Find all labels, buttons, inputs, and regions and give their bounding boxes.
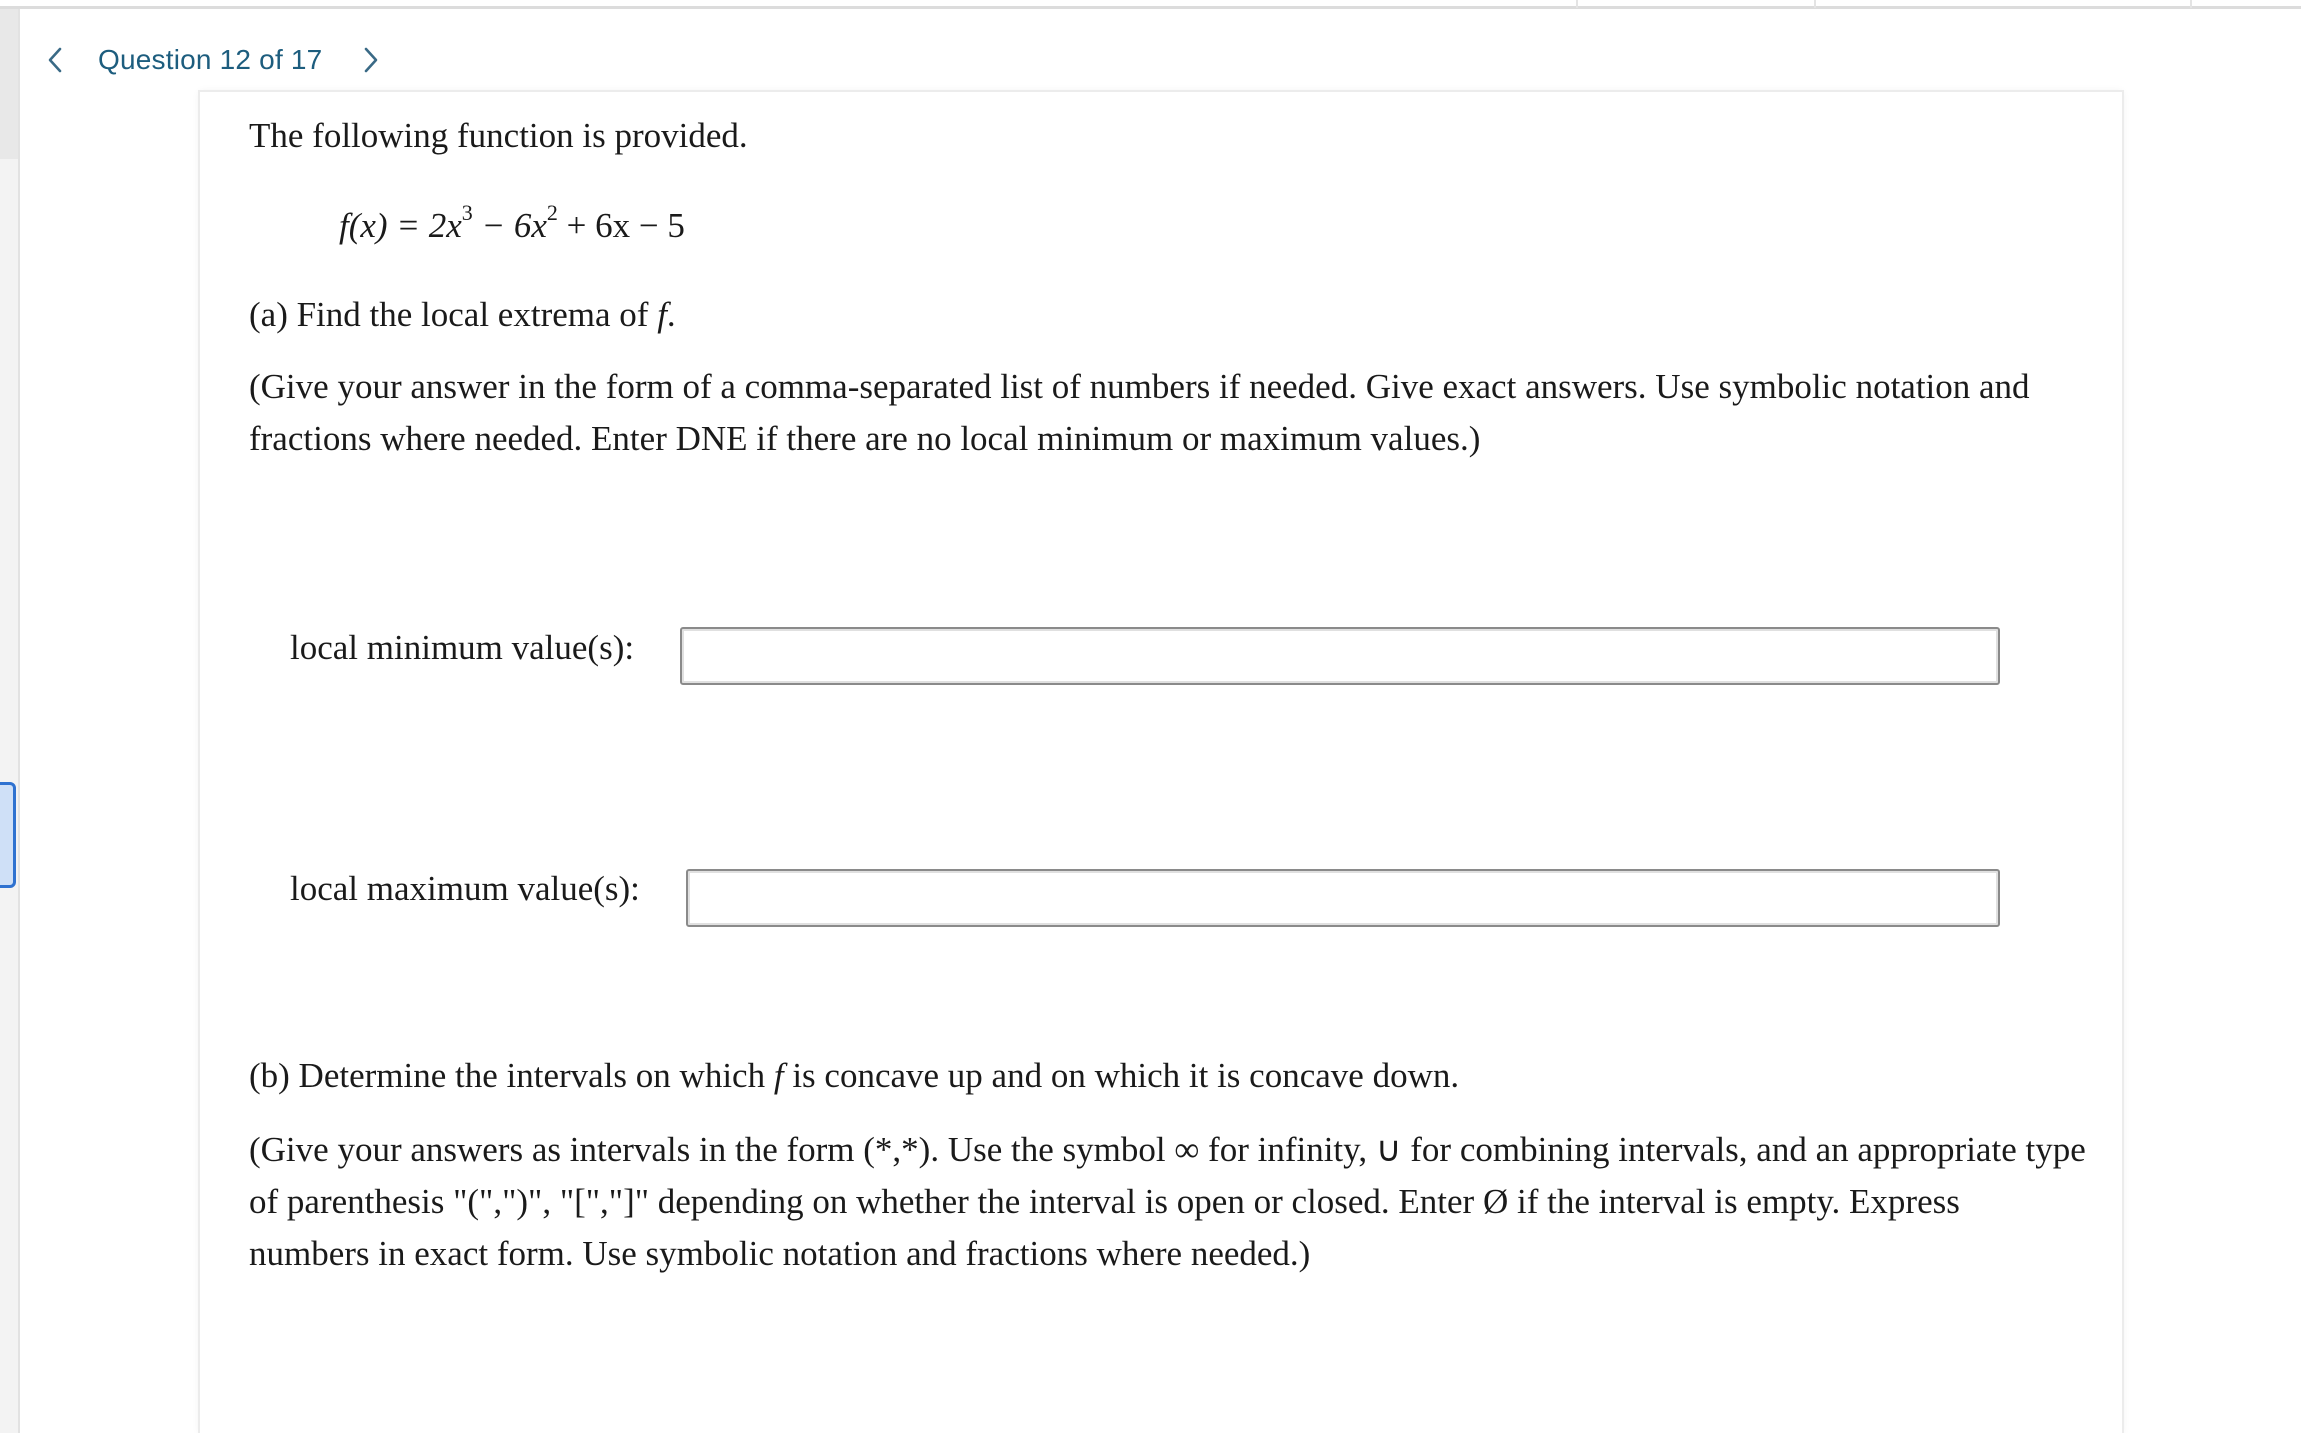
- part-a-prompt-prefix: (a) Find the local extrema of: [249, 295, 658, 334]
- local-minimum-label: local minimum value(s):: [290, 628, 635, 667]
- part-a-instructions: (Give your answer in the form of a comma-separated list of numbers if needed. Give exact answers. Use symbolic notation and fractions where needed. Enter DNE if there are no local minimum or maximum values.): [249, 367, 2030, 458]
- part-b-prompt: [249, 1050, 1459, 1102]
- side-panel-tab[interactable]: [0, 782, 16, 888]
- local-maximum-label: local maximum value(s):: [290, 869, 640, 908]
- next-question-button[interactable]: [354, 40, 388, 80]
- question-intro: The following function is provided.: [249, 116, 748, 155]
- top-divider-tick: [1814, 0, 1816, 8]
- part-a-prompt-var: f: [657, 295, 667, 334]
- question-navigation: [38, 40, 388, 80]
- part-b-prompt-prefix: (b) Determine the intervals on which: [249, 1056, 774, 1095]
- function-tail: + 6x − 5: [557, 206, 685, 245]
- function-lhs: f(x) = 2x: [339, 206, 462, 245]
- part-a-prompt: [249, 289, 676, 341]
- local-minimum-input[interactable]: [680, 627, 2000, 685]
- top-divider-tick: [2190, 0, 2192, 8]
- function-equation: [339, 200, 685, 252]
- part-b-instructions: (Give your answers as intervals in the form (*,*). Use the symbol ∞ for infinity, ∪ for combining intervals, and an appropriate type of parenthesis "(",")", "[","]" depending on whether the interval is open or closed. Enter Ø if the interval is empty. Express numbers in exact form. Use symbolic notation and fractions where needed.): [249, 1130, 2086, 1273]
- exponent-2: 2: [546, 200, 558, 226]
- part-a-prompt-suffix: .: [666, 295, 676, 334]
- question-counter: Question 12 of 17: [98, 44, 323, 75]
- left-gutter: [0, 9, 20, 1433]
- top-divider-tick: [1576, 0, 1578, 8]
- top-divider: [0, 6, 2301, 9]
- local-maximum-input[interactable]: [686, 869, 2000, 927]
- chevron-left-icon: [45, 45, 65, 75]
- part-b-prompt-suffix: is concave up and on which it is concave down.: [783, 1056, 1460, 1095]
- chevron-right-icon: [361, 45, 381, 75]
- exponent-3: 3: [461, 200, 473, 226]
- part-b-prompt-var: f: [773, 1056, 784, 1095]
- left-gutter-shade: [0, 9, 18, 159]
- function-term-2: − 6x: [472, 206, 547, 245]
- previous-question-button[interactable]: [38, 40, 72, 80]
